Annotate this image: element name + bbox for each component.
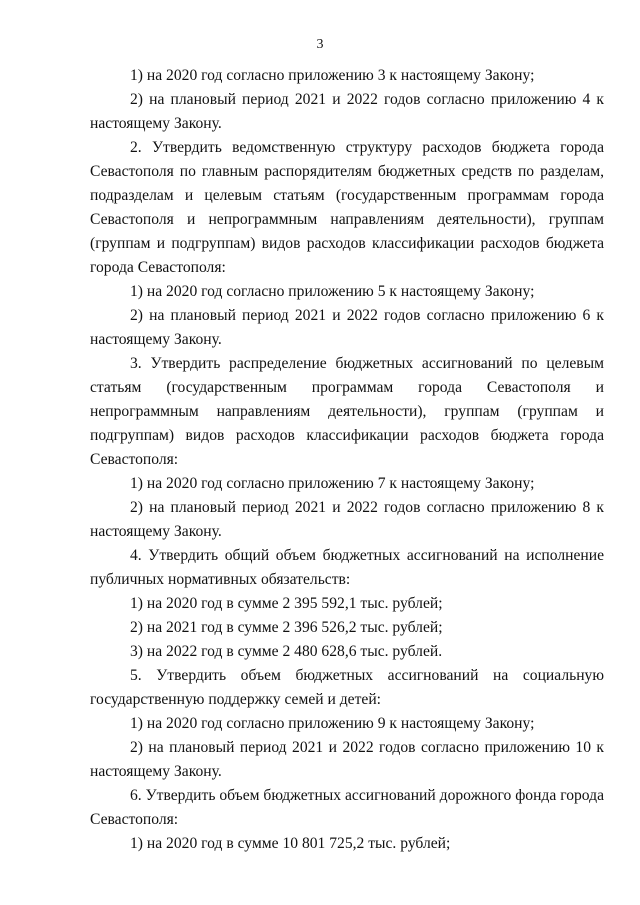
page-number: 3 bbox=[316, 37, 324, 52]
paragraph-9: 4. Утвердить общий объем бюджетных ассигнований на исполнение публичных нормативных обязательств: bbox=[90, 547, 604, 588]
paragraph-12: 3) на 2022 год в сумме 2 480 628,6 тыс. рублей. bbox=[130, 643, 443, 660]
paragraph-11: 2) на 2021 год в сумме 2 396 526,2 тыс. рублей; bbox=[130, 619, 443, 636]
paragraph-15: 2) на плановый период 2021 и 2022 годов согласно приложению 10 к настоящему Закону. bbox=[90, 739, 604, 780]
paragraph-3: 2. Утвердить ведомственную структуру расходов бюджета города Севастополя по главным распорядителям бюджетных средств по разделам, подразделам и целевым статьям (государственным программам города Севастополя и непрограммным направлениям деятельности), группам (группам и подгруппам) видов расходов классификации расходов бюджета города Севастополя: bbox=[90, 139, 604, 276]
paragraph-2: 2) на плановый период 2021 и 2022 годов согласно приложению 4 к настоящему Закону. bbox=[90, 91, 604, 132]
paragraph-6: 3. Утвердить распределение бюджетных ассигнований по целевым статьям (государственным программам города Севастополя и непрограммным направлениям деятельности), группам (группам и подгруппам) видов расходов классификации расходов бюджета города Севастополя: bbox=[90, 355, 604, 468]
paragraph-10: 1) на 2020 год в сумме 2 395 592,1 тыс. рублей; bbox=[130, 595, 443, 612]
paragraph-7: 1) на 2020 год согласно приложению 7 к настоящему Закону; bbox=[130, 475, 535, 492]
paragraph-17: 1) на 2020 год в сумме 10 801 725,2 тыс. рублей; bbox=[130, 835, 451, 852]
paragraph-8: 2) на плановый период 2021 и 2022 годов согласно приложению 8 к настоящему Закону. bbox=[90, 499, 604, 540]
paragraph-5: 2) на плановый период 2021 и 2022 годов согласно приложению 6 к настоящему Закону. bbox=[90, 307, 604, 348]
document-body bbox=[90, 64, 604, 856]
paragraph-14: 1) на 2020 год согласно приложению 9 к настоящему Закону; bbox=[130, 715, 535, 732]
paragraph-4: 1) на 2020 год согласно приложению 5 к настоящему Закону; bbox=[130, 283, 535, 300]
paragraph-1: 1) на 2020 год согласно приложению 3 к настоящему Закону; bbox=[130, 67, 535, 84]
paragraph-16: 6. Утвердить объем бюджетных ассигнований дорожного фонда города Севастополя: bbox=[90, 787, 604, 828]
paragraph-13: 5. Утвердить объем бюджетных ассигнований на социальную государственную поддержку семей и детей: bbox=[90, 667, 604, 708]
